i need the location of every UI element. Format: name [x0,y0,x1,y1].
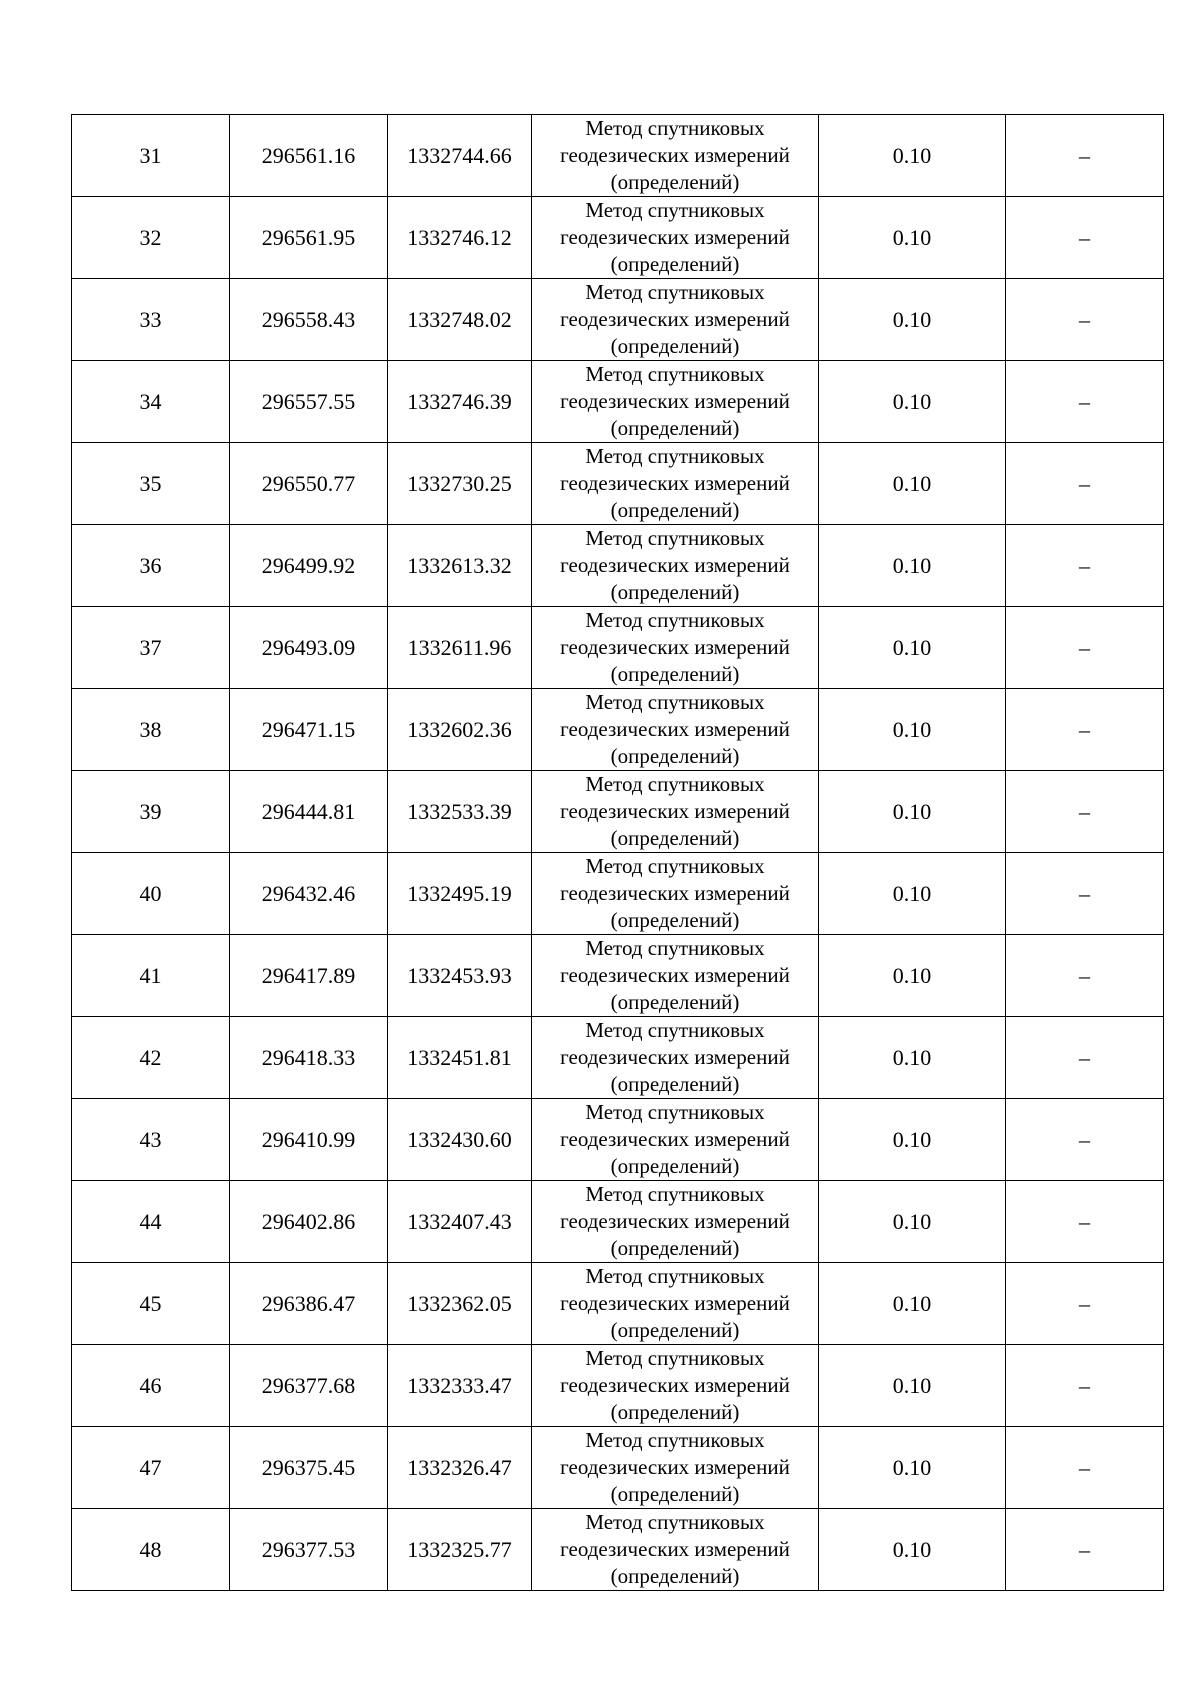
point-number-cell: 48 [72,1509,230,1591]
point-number-cell: 46 [72,1345,230,1427]
method-line: (определений) [610,990,740,1014]
method-cell [532,853,819,935]
note-cell: – [1006,1181,1164,1263]
x-coordinate-cell: 296499.92 [230,525,388,607]
x-coordinate-cell: 296557.55 [230,361,388,443]
method-line: геодезических измерений [560,1209,790,1233]
method-line: (определений) [610,334,740,358]
point-number-cell: 31 [72,115,230,197]
method-line: (определений) [610,826,740,850]
table-row [72,771,1164,853]
coordinates-table-body [72,115,1164,1591]
accuracy-cell: 0.10 [819,1427,1006,1509]
y-coordinate-cell: 1332407.43 [388,1181,532,1263]
note-cell: – [1006,443,1164,525]
method-line: (определений) [610,908,740,932]
method-cell [532,1345,819,1427]
note-cell: – [1006,1017,1164,1099]
x-coordinate-cell: 296561.95 [230,197,388,279]
method-line: геодезических измерений [560,635,790,659]
table-row [72,115,1164,197]
method-line: (определений) [610,1318,740,1342]
table-row [72,1181,1164,1263]
method-line: геодезических измерений [560,225,790,249]
method-line: (определений) [610,1400,740,1424]
method-line: геодезических измерений [560,389,790,413]
method-cell [532,1509,819,1591]
method-cell [532,197,819,279]
x-coordinate-cell: 296377.68 [230,1345,388,1427]
method-line: геодезических измерений [560,1291,790,1315]
accuracy-cell: 0.10 [819,1345,1006,1427]
note-cell: – [1006,279,1164,361]
method-line: Метод спутниковых [585,936,765,960]
method-cell [532,607,819,689]
method-line: (определений) [610,1482,740,1506]
method-line: Метод спутниковых [585,690,765,714]
note-cell: – [1006,361,1164,443]
method-line: геодезических измерений [560,307,790,331]
point-number-cell: 40 [72,853,230,935]
table-row [72,607,1164,689]
accuracy-cell: 0.10 [819,361,1006,443]
note-cell: – [1006,853,1164,935]
x-coordinate-cell: 296377.53 [230,1509,388,1591]
method-line: (определений) [610,416,740,440]
method-cell [532,279,819,361]
table-row [72,853,1164,935]
accuracy-cell: 0.10 [819,197,1006,279]
point-number-cell: 47 [72,1427,230,1509]
y-coordinate-cell: 1332533.39 [388,771,532,853]
method-line: (определений) [610,1072,740,1096]
method-line: Метод спутниковых [585,772,765,796]
point-number-cell: 41 [72,935,230,1017]
method-line: Метод спутниковых [585,1100,765,1124]
note-cell: – [1006,771,1164,853]
y-coordinate-cell: 1332325.77 [388,1509,532,1591]
table-row [72,1509,1164,1591]
method-cell [532,361,819,443]
table-row [72,1263,1164,1345]
method-cell [532,689,819,771]
x-coordinate-cell: 296418.33 [230,1017,388,1099]
x-coordinate-cell: 296493.09 [230,607,388,689]
y-coordinate-cell: 1332744.66 [388,115,532,197]
table-row [72,361,1164,443]
method-cell [532,935,819,1017]
note-cell: – [1006,607,1164,689]
method-line: (определений) [610,1564,740,1588]
y-coordinate-cell: 1332453.93 [388,935,532,1017]
y-coordinate-cell: 1332730.25 [388,443,532,525]
method-line: геодезических измерений [560,717,790,741]
point-number-cell: 33 [72,279,230,361]
note-cell: – [1006,115,1164,197]
note-cell: – [1006,1345,1164,1427]
accuracy-cell: 0.10 [819,1017,1006,1099]
accuracy-cell: 0.10 [819,1263,1006,1345]
method-line: Метод спутниковых [585,362,765,386]
point-number-cell: 34 [72,361,230,443]
method-line: (определений) [610,1154,740,1178]
table-row [72,935,1164,1017]
note-cell: – [1006,689,1164,771]
y-coordinate-cell: 1332362.05 [388,1263,532,1345]
method-line: Метод спутниковых [585,608,765,632]
accuracy-cell: 0.10 [819,115,1006,197]
y-coordinate-cell: 1332602.36 [388,689,532,771]
method-line: геодезических измерений [560,881,790,905]
accuracy-cell: 0.10 [819,279,1006,361]
accuracy-cell: 0.10 [819,1099,1006,1181]
method-cell [532,1017,819,1099]
x-coordinate-cell: 296386.47 [230,1263,388,1345]
table-row [72,689,1164,771]
point-number-cell: 44 [72,1181,230,1263]
x-coordinate-cell: 296561.16 [230,115,388,197]
y-coordinate-cell: 1332613.32 [388,525,532,607]
note-cell: – [1006,1427,1164,1509]
method-line: Метод спутниковых [585,1510,765,1534]
point-number-cell: 38 [72,689,230,771]
table-row [72,1017,1164,1099]
table-row [72,1099,1164,1181]
accuracy-cell: 0.10 [819,607,1006,689]
method-cell [532,1181,819,1263]
y-coordinate-cell: 1332746.12 [388,197,532,279]
method-line: геодезических измерений [560,799,790,823]
method-cell [532,1099,819,1181]
note-cell: – [1006,1509,1164,1591]
method-line: (определений) [610,744,740,768]
y-coordinate-cell: 1332451.81 [388,1017,532,1099]
point-number-cell: 39 [72,771,230,853]
method-cell [532,1263,819,1345]
x-coordinate-cell: 296550.77 [230,443,388,525]
method-line: геодезических измерений [560,1127,790,1151]
method-line: геодезических измерений [560,1537,790,1561]
x-coordinate-cell: 296417.89 [230,935,388,1017]
method-line: геодезических измерений [560,553,790,577]
x-coordinate-cell: 296410.99 [230,1099,388,1181]
x-coordinate-cell: 296471.15 [230,689,388,771]
x-coordinate-cell: 296444.81 [230,771,388,853]
point-number-cell: 36 [72,525,230,607]
table-row [72,525,1164,607]
note-cell: – [1006,1263,1164,1345]
x-coordinate-cell: 296558.43 [230,279,388,361]
table-row [72,1345,1164,1427]
method-line: геодезических измерений [560,143,790,167]
point-number-cell: 45 [72,1263,230,1345]
note-cell: – [1006,197,1164,279]
method-line: Метод спутниковых [585,1264,765,1288]
method-line: (определений) [610,170,740,194]
method-cell [532,115,819,197]
note-cell: – [1006,935,1164,1017]
y-coordinate-cell: 1332326.47 [388,1427,532,1509]
method-line: геодезических измерений [560,963,790,987]
method-line: Метод спутниковых [585,1428,765,1452]
method-line: (определений) [610,498,740,522]
method-line: геодезических измерений [560,1455,790,1479]
point-number-cell: 32 [72,197,230,279]
method-line: Метод спутниковых [585,116,765,140]
table-row [72,197,1164,279]
point-number-cell: 37 [72,607,230,689]
method-cell [532,1427,819,1509]
accuracy-cell: 0.10 [819,771,1006,853]
accuracy-cell: 0.10 [819,853,1006,935]
y-coordinate-cell: 1332495.19 [388,853,532,935]
table-row [72,279,1164,361]
y-coordinate-cell: 1332748.02 [388,279,532,361]
y-coordinate-cell: 1332611.96 [388,607,532,689]
y-coordinate-cell: 1332430.60 [388,1099,532,1181]
accuracy-cell: 0.10 [819,525,1006,607]
accuracy-cell: 0.10 [819,443,1006,525]
method-line: Метод спутниковых [585,1018,765,1042]
method-line: Метод спутниковых [585,526,765,550]
method-cell [532,443,819,525]
method-cell [532,525,819,607]
method-line: Метод спутниковых [585,1346,765,1370]
point-number-cell: 42 [72,1017,230,1099]
accuracy-cell: 0.10 [819,689,1006,771]
accuracy-cell: 0.10 [819,1509,1006,1591]
method-line: Метод спутниковых [585,444,765,468]
accuracy-cell: 0.10 [819,935,1006,1017]
table-row [72,443,1164,525]
method-line: (определений) [610,1236,740,1260]
y-coordinate-cell: 1332333.47 [388,1345,532,1427]
note-cell: – [1006,525,1164,607]
x-coordinate-cell: 296432.46 [230,853,388,935]
method-line: Метод спутниковых [585,280,765,304]
accuracy-cell: 0.10 [819,1181,1006,1263]
y-coordinate-cell: 1332746.39 [388,361,532,443]
point-number-cell: 35 [72,443,230,525]
method-line: геодезических измерений [560,1045,790,1069]
method-line: Метод спутниковых [585,1182,765,1206]
method-line: геодезических измерений [560,1373,790,1397]
note-cell: – [1006,1099,1164,1181]
method-line: (определений) [610,580,740,604]
method-line: (определений) [610,252,740,276]
table-row [72,1427,1164,1509]
x-coordinate-cell: 296375.45 [230,1427,388,1509]
method-line: (определений) [610,662,740,686]
x-coordinate-cell: 296402.86 [230,1181,388,1263]
method-cell [532,771,819,853]
method-line: Метод спутниковых [585,854,765,878]
coordinates-table [71,114,1164,1591]
method-line: геодезических измерений [560,471,790,495]
point-number-cell: 43 [72,1099,230,1181]
method-line: Метод спутниковых [585,198,765,222]
